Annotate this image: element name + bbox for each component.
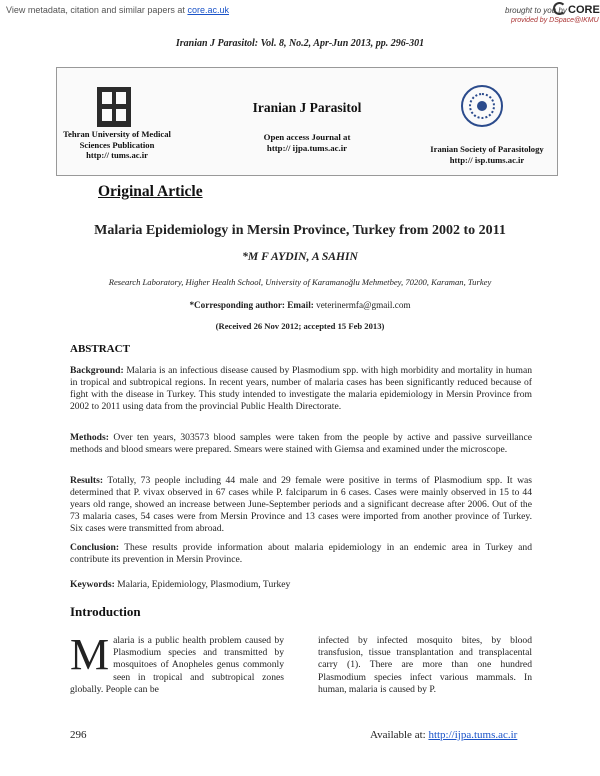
- tums-line-1: Tehran University of Medical: [63, 129, 171, 139]
- metadata-prefix: View metadata, citation and similar papers at: [6, 5, 188, 15]
- intro-column-right: infected by infected mosquito bites, by blood transfusion, tissue transplantation and transplacental carry (1). There are more than one hundred Plasmodium species infect various mammals. In human, malaria is caused by P.: [318, 635, 532, 695]
- intro-column-left: [70, 630, 284, 696]
- results-text: Totally, 73 people including 44 male and 29 female were positive in terms of Plasmodium spp. It was determined that P. vivax observed in 67 cases while P. falciparum in 6 cases. Cases were mainly observed in 15 to 44 years old range, showed an increase between June-September periods and a significant decrease after 2006. Out of the 73 malaria cases, 54 cases were from Mersin Province and 13 cases were imported from another province of Turkey. Six cases were transmitted from abroad.: [70, 475, 532, 534]
- journal-masthead: [56, 67, 558, 176]
- keywords: [70, 579, 290, 590]
- conclusion-text: These results provide information about malaria epidemiology in an endemic area in Turkey and contribute its prevention in Mersin Province.: [70, 542, 532, 565]
- corresponding-email[interactable]: veterinermfa@gmail.com: [316, 300, 411, 310]
- corresponding-author: [0, 300, 600, 310]
- background-label: Background:: [70, 365, 124, 376]
- tums-logo-icon: [97, 87, 131, 127]
- availability: [370, 729, 517, 741]
- tums-url: http:// tums.ac.ir: [86, 150, 148, 160]
- isp-url: http:// isp.tums.ac.ir: [449, 155, 525, 165]
- tums-line-2: Sciences Publication: [79, 139, 155, 150]
- page-number: 296: [70, 729, 87, 741]
- open-access-label: Open access Journal at: [263, 132, 351, 142]
- conclusion-label: Conclusion:: [70, 542, 120, 553]
- core-metadata-text: [6, 5, 229, 15]
- abstract-heading: ABSTRACT: [70, 343, 130, 355]
- introduction-heading: Introduction: [70, 604, 141, 619]
- methods-label: Methods:: [70, 432, 109, 443]
- abstract-conclusion: [70, 542, 532, 566]
- received-dates: (Received 26 Nov 2012; accepted 15 Feb 2013): [215, 321, 385, 331]
- core-logo[interactable]: [553, 2, 600, 16]
- intro-dropcap: M: [70, 630, 110, 679]
- provided-by-link[interactable]: provided by DSpace@IKMU: [511, 17, 599, 24]
- available-url-link[interactable]: http://ijpa.tums.ac.ir: [428, 729, 518, 741]
- author-affiliation: Research Laboratory, Higher Health School, University of Karamanoğlu Mehmetbey, 70200, Karaman, Turkey: [108, 277, 492, 287]
- corresponding-label: *Corresponding author: Email:: [189, 300, 314, 310]
- isp-name: Iranian Society of Parasitology: [430, 144, 544, 154]
- keywords-label: Keywords:: [70, 579, 115, 590]
- abstract-background: [70, 365, 532, 413]
- available-label: Available at:: [370, 729, 429, 741]
- core-swirl-icon: [553, 2, 566, 15]
- keywords-text: Malaria, Epidemiology, Plasmodium, Turkey: [117, 579, 291, 590]
- brought-by-text: brought to you by: [505, 6, 567, 15]
- core-metadata-link[interactable]: core.ac.uk: [187, 5, 229, 15]
- isp-seal-icon: [461, 85, 503, 127]
- abstract-methods: [70, 432, 532, 456]
- core-logo-text: CORE: [568, 4, 600, 16]
- journal-access: [192, 132, 422, 154]
- paper-title: Malaria Epidemiology in Mersin Province, Turkey from 2002 to 2011: [94, 223, 506, 238]
- article-type: Original Article: [98, 183, 203, 200]
- tums-publisher: [59, 129, 175, 161]
- journal-name: Iranian J Parasitol: [252, 100, 362, 115]
- core-banner: [0, 0, 600, 27]
- intro-left-text: alaria is a public health problem caused by Plasmodium species and transmitted by mosquitoes of Anopheles genus commonly seen in tropical and subtropical zones globally. People can be: [70, 635, 284, 695]
- journal-url: http:// ijpa.tums.ac.ir: [266, 143, 348, 153]
- methods-text: Over ten years, 303573 blood samples were taken from the people by active and passive surveillance methods and blood smears were prepared. Smears were stained with Giemsa and examined under the microscope.: [70, 432, 532, 455]
- isp-society: [417, 144, 557, 166]
- abstract-results: [70, 475, 532, 535]
- results-label: Results:: [70, 475, 104, 486]
- paper-authors: *M F AYDIN, A SAHIN: [242, 250, 358, 263]
- journal-citation: Iranian J Parasitol: Vol. 8, No.2, Apr-Jun 2013, pp. 296-301: [175, 38, 425, 49]
- background-text: Malaria is an infectious disease caused by Plasmodium spp. with high morbidity and mortality in human in tropical and subtropical regions. In recent years, number of malaria cases has been significantly reduced because of fight with the disease in Turkey. This study intended to investigate the malaria epidemiology in Mersin Province from 2002 to 2011 using data from the provincial Public Health Directorate.: [70, 365, 532, 412]
